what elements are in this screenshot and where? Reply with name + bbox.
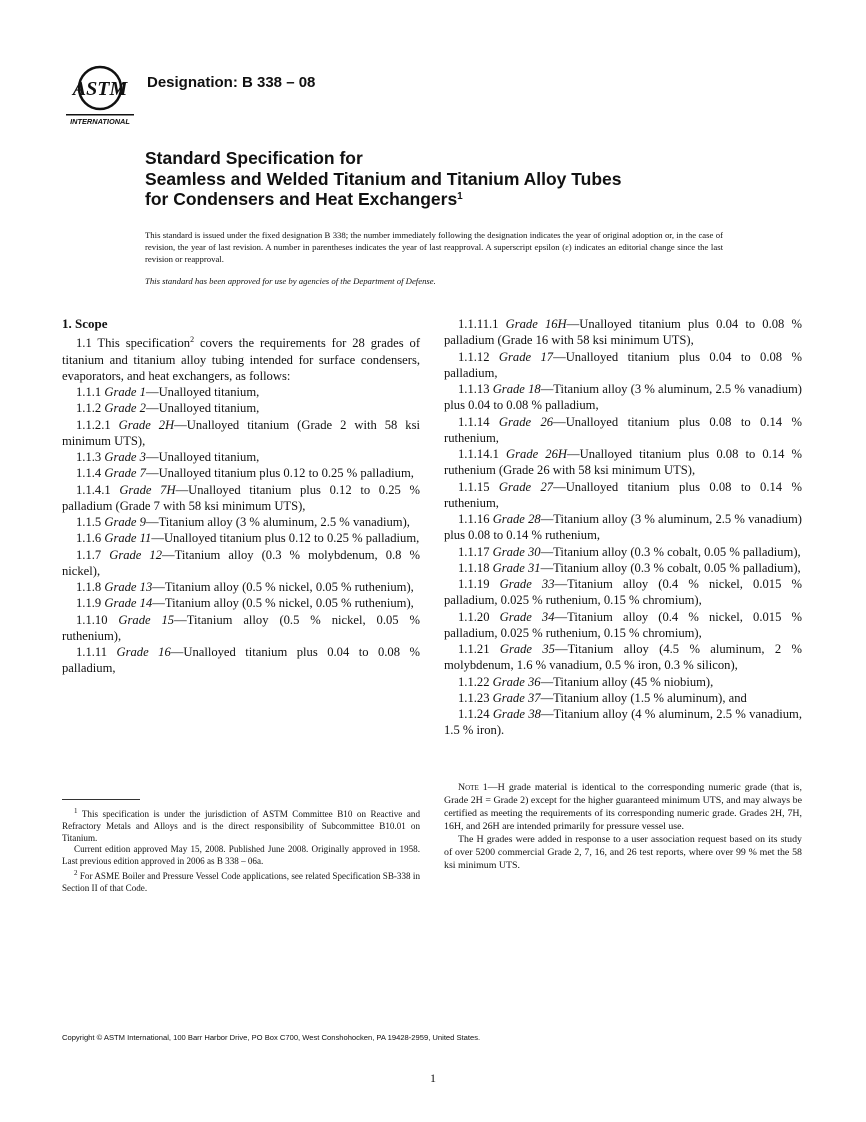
scope-item-grade: Grade 13	[104, 580, 153, 595]
scope-item-grade: Grade 1	[104, 385, 146, 400]
scope-item-grade: Grade 28	[492, 512, 541, 526]
scope-item-grade: Grade 27	[498, 479, 554, 494]
title-line-3	[145, 189, 785, 210]
scope-item-text: —Unalloyed titanium plus 0.04 to 0.08 % palladium (Grade 16 with 58 ksi minimum UTS),	[444, 317, 802, 348]
scope-item-number: 1.1.19	[458, 577, 500, 591]
scope-item-text: —Unalloyed titanium plus 0.08 to 0.14 % ruthenium,	[444, 414, 803, 445]
scope-item-grade: Grade 35	[499, 642, 555, 656]
scope-item-grade: Grade 7	[104, 466, 146, 481]
scope-item-number: 1.1.4	[76, 466, 105, 481]
note-text: —H grade material is identical to the corresponding numeric grade (that is, Grade 2H = Grade 2) except for the higher guaranteed minimum UTS, and may always be certified as meeting the requirements of its corresponding numeric grade. Grades 2H, 7H, 16H, and 26H are intended primarily for pressure vessel use.	[444, 782, 802, 832]
scope-item-number: 1.1.1	[76, 385, 105, 400]
scope-item-grade: Grade 30	[492, 544, 541, 559]
scope-item	[444, 414, 802, 447]
scope-item-text: —Titanium alloy (4 % aluminum, 2.5 % vanadium, 1.5 % iron).	[444, 707, 802, 738]
scope-item-text: —Unalloyed titanium plus 0.08 to 0.14 % ruthenium (Grade 26 with 58 ksi minimum UTS),	[444, 447, 802, 478]
scope-item-text: —Unalloyed titanium,	[145, 385, 260, 400]
scope-item	[62, 465, 420, 481]
scope-item-number: 1.1.22	[458, 674, 493, 689]
scope-item-text: —Titanium alloy (0.4 % nickel, 0.015 % palladium, 0.025 % ruthenium, 0.15 % chromium),	[444, 609, 802, 640]
note-1-paragraph-2: The H grades were added in response to a user association request based on its study of over 5200 commercial Grade 2, 7, 16, and 26 test reports, where over 99 % met the 58 ksi minimum UTS.	[444, 834, 802, 871]
scope-item-text: —Unalloyed titanium plus 0.12 to 0.25 % palladium,	[151, 531, 420, 546]
scope-item-text: —Titanium alloy (0.3 % molybdenum, 0.8 % nickel),	[62, 547, 420, 578]
scope-item-text: —Unalloyed titanium (Grade 2 with 58 ksi minimum UTS),	[62, 417, 420, 448]
scope-item-grade: Grade 31	[492, 560, 541, 575]
designation: Designation: B 338 – 08	[147, 74, 316, 91]
p11-rest: covers the requirements for 28 grades of titanium and titanium alloy tubing intended for surface condensers, evaporators, and heat exchangers, as follows:	[62, 336, 421, 383]
scope-item-grade: Grade 16H	[505, 317, 567, 331]
scope-item-text: —Titanium alloy (45 % niobium),	[540, 674, 714, 689]
scope-item	[62, 547, 420, 580]
scope-item-grade: Grade 33	[499, 577, 555, 591]
scope-item	[62, 417, 420, 450]
scope-item-text: —Titanium alloy (0.5 % nickel, 0.05 % ruthenium),	[152, 596, 414, 611]
scope-item-grade: Grade 17	[498, 349, 554, 364]
scope-item-number: 1.1.10	[76, 612, 119, 627]
scope-item-number: 1.1.23	[458, 690, 493, 705]
scope-item-number: 1.1.2.1	[76, 417, 119, 432]
logo-subtext: INTERNATIONAL	[70, 117, 130, 126]
title-line-2: Seamless and Welded Titanium and Titanium Alloy Tubes	[145, 168, 622, 189]
scope-item-text: —Titanium alloy (3 % aluminum, 2.5 % vanadium) plus 0.04 to 0.08 % palladium,	[444, 382, 802, 413]
footnote-2-mark: 2	[74, 869, 78, 878]
scope-item-text: —Titanium alloy (4.5 % aluminum, 2 % molybdenum, 1.6 % vanadium, 0.5 % iron, 0.3 % silicon),	[444, 642, 802, 673]
scope-item-number: 1.1.17	[458, 544, 493, 559]
scope-item-text: —Titanium alloy (1.5 % aluminum), and	[540, 690, 747, 705]
astm-logo-mark	[62, 64, 138, 128]
scope-item-text: —Titanium alloy (0.5 % nickel, 0.05 % ruthenium),	[152, 580, 414, 595]
scope-item-number: 1.1.16	[458, 512, 493, 526]
scope-item-grade: Grade 11	[104, 531, 152, 546]
scope-item-text: —Unalloyed titanium plus 0.08 to 0.14 % ruthenium,	[444, 479, 803, 510]
footnote-2	[62, 868, 420, 895]
scope-item-text: —Unalloyed titanium,	[145, 450, 260, 465]
logo-letters: ASTM	[72, 78, 128, 100]
p11-start: 1.1 This specification	[76, 336, 191, 351]
scope-item	[62, 482, 420, 515]
scope-item-grade: Grade 12	[109, 547, 163, 562]
footnote-1-edition: Current edition approved May 15, 2008. Published June 2008. Originally approved in 1958. Last previous edition approved in 2006 as B 338 – 06a.	[62, 844, 420, 867]
scope-item	[444, 706, 802, 739]
astm-logo	[62, 64, 138, 128]
scope-item-number: 1.1.20	[458, 609, 500, 624]
scope-list-left	[62, 384, 420, 677]
scope-item	[62, 384, 420, 400]
scope-item-text: —Unalloyed titanium plus 0.12 to 0.25 % palladium,	[145, 466, 414, 481]
scope-item-number: 1.1.9	[76, 596, 105, 611]
scope-item-grade: Grade 15	[118, 612, 175, 627]
scope-item-number: 1.1.12	[458, 349, 499, 364]
scope-item-grade: Grade 34	[499, 609, 555, 624]
scope-item-text: —Unalloyed titanium,	[145, 401, 260, 416]
scope-item-text: —Titanium alloy (0.4 % nickel, 0.015 % palladium, 0.025 % ruthenium, 0.15 % chromium),	[444, 577, 802, 608]
scope-item-grade: Grade 18	[492, 382, 541, 396]
scope-item	[62, 530, 420, 546]
scope-item	[62, 400, 420, 416]
scope-item-number: 1.1.11	[76, 645, 117, 660]
scope-item-number: 1.1.6	[76, 531, 105, 546]
scope-item	[444, 479, 802, 512]
footnote-divider	[62, 799, 140, 800]
title-footnote-mark: 1	[457, 191, 463, 202]
title-line-3-text: for Condensers and Heat Exchangers	[145, 189, 458, 209]
page-number: 1	[430, 1071, 436, 1085]
title-line-1: Standard Specification for	[145, 148, 363, 168]
scope-item	[444, 446, 802, 479]
scope-item-number: 1.1.7	[76, 547, 110, 562]
scope-item	[62, 449, 420, 465]
scope-item-grade: Grade 2H	[118, 417, 175, 432]
scope-item	[62, 595, 420, 611]
footnote-1-text: This specification is under the jurisdiction of ASTM Committee B10 on Reactive and Refractory Metals and Alloys and is the direct responsibility of Subcommittee B10.01 on Titanium.	[62, 809, 420, 843]
footnote-1	[62, 806, 420, 844]
scope-item-number: 1.1.13	[458, 382, 493, 396]
scope-item-number: 1.1.2	[76, 401, 105, 416]
scope-item-number: 1.1.21	[458, 642, 500, 656]
scope-item-grade: Grade 38	[492, 707, 541, 721]
scope-item-grade: Grade 2	[104, 401, 146, 416]
issue-note: This standard is issued under the fixed designation B 338; the number immediately following the designation indicates the year of original adoption or, in the case of revision, the year of last revision. A number in parentheses indicates the year of last reapproval. A superscript epsilon (ε) indicates an editorial change since the last revision or reapproval.	[145, 230, 723, 264]
scope-item-grade: Grade 36	[492, 674, 541, 689]
scope-item	[444, 349, 802, 382]
scope-item-number: 1.1.11.1	[458, 317, 506, 331]
scope-item-grade: Grade 26H	[506, 447, 567, 461]
document-title	[145, 148, 785, 210]
approval-note: This standard has been approved for use by agencies of the Department of Defense.	[145, 276, 436, 286]
scope-item	[444, 609, 802, 642]
scope-item-text: —Titanium alloy (0.3 % cobalt, 0.05 % palladium),	[540, 544, 801, 559]
scope-item	[444, 381, 802, 414]
scope-item	[62, 612, 420, 645]
scope-item-grade: Grade 37	[492, 690, 541, 705]
left-column	[62, 316, 420, 677]
scope-item-grade: Grade 9	[104, 515, 146, 530]
footnote-1-mark: 1	[74, 807, 78, 815]
scope-item	[444, 316, 802, 349]
footnote-ref-2: 2	[190, 335, 195, 345]
note-1	[444, 781, 802, 872]
scope-item	[444, 690, 802, 706]
paragraph-1-1	[62, 332, 420, 384]
scope-item-grade: Grade 14	[104, 596, 153, 611]
section-heading: 1. Scope	[62, 316, 108, 331]
scope-item-text: —Titanium alloy (0.5 % nickel, 0.05 % ruthenium),	[62, 612, 420, 643]
scope-item-number: 1.1.18	[458, 560, 493, 575]
scope-item-grade: Grade 3	[104, 450, 146, 465]
scope-item-number: 1.1.24	[458, 707, 493, 721]
scope-item-grade: Grade 26	[498, 414, 554, 429]
footnotes	[62, 806, 420, 895]
scope-list-right	[444, 316, 802, 739]
note-1-paragraph	[444, 781, 802, 833]
scope-item	[444, 576, 802, 609]
scope-item-number: 1.1.14.1	[458, 447, 507, 461]
scope-item	[62, 579, 420, 595]
footnote-2-text: For ASME Boiler and Pressure Vessel Code applications, see related Specification SB-338 in Section II of that Code.	[62, 871, 420, 893]
scope-item	[444, 641, 802, 674]
scope-item-text: —Unalloyed titanium plus 0.04 to 0.08 % palladium,	[62, 645, 420, 676]
scope-item	[444, 544, 802, 560]
scope-item-number: 1.1.3	[76, 450, 105, 465]
note-label: Note 1	[458, 782, 488, 793]
scope-item-text: —Unalloyed titanium plus 0.12 to 0.25 % palladium (Grade 7 with 58 ksi minimum UTS),	[62, 482, 420, 513]
right-column	[444, 316, 802, 739]
scope-item-text: —Unalloyed titanium plus 0.04 to 0.08 % palladium,	[444, 349, 803, 380]
scope-item-text: —Titanium alloy (3 % aluminum, 2.5 % vanadium),	[145, 515, 410, 530]
scope-item-number: 1.1.8	[76, 580, 105, 595]
scope-item-number: 1.1.15	[458, 479, 499, 494]
scope-item-grade: Grade 16	[116, 645, 171, 660]
scope-item	[62, 514, 420, 530]
scope-item	[62, 644, 420, 677]
scope-item	[444, 674, 802, 690]
scope-item-text: —Titanium alloy (3 % aluminum, 2.5 % vanadium) plus 0.08 to 0.14 % ruthenium,	[444, 512, 802, 543]
scope-item-number: 1.1.14	[458, 414, 499, 429]
scope-item-grade: Grade 7H	[119, 482, 176, 497]
scope-item-number: 1.1.5	[76, 515, 105, 530]
scope-item	[444, 560, 802, 576]
scope-item	[444, 511, 802, 544]
copyright-notice: Copyright © ASTM International, 100 Barr Harbor Drive, PO Box C700, West Conshohocken, PA 19428-2959, United States.	[62, 1033, 481, 1042]
scope-item-number: 1.1.4.1	[76, 482, 120, 497]
scope-item-text: —Titanium alloy (0.3 % cobalt, 0.05 % palladium),	[540, 560, 801, 575]
